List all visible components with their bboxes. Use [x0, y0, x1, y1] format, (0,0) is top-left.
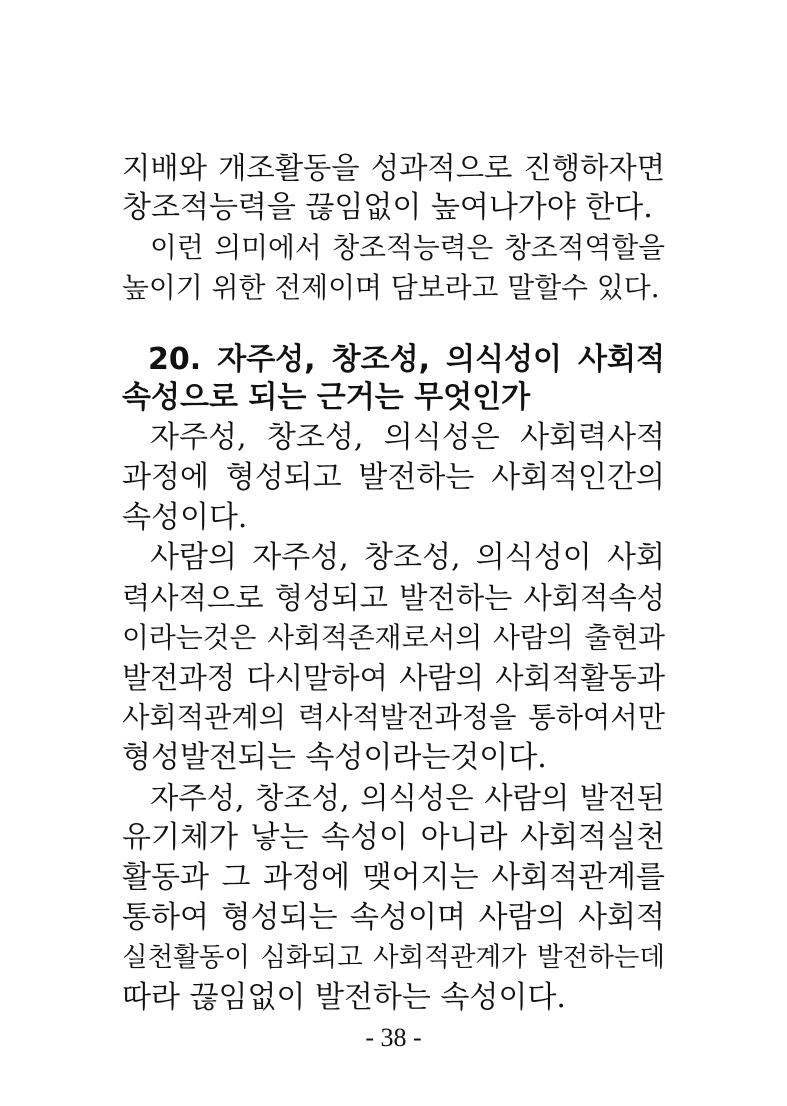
body-text-line: 과정에 형성되고 발전하는 사회적인간의 [122, 460, 665, 495]
body-text-line: 활동과 그 과정에 맺어지는 사회적관계를 [122, 860, 665, 895]
body-text-line: 형성발전되는 속성이라는것이다. [122, 740, 547, 775]
section-heading-line: 속성으로 되는 근거는 무엇인가 [122, 380, 531, 415]
body-text-line: 사회적관계의 력사적발전과정을 통하여서만 [122, 701, 665, 734]
section-heading-line: 20. 자주성, 창조성, 의식성이 사회적 [148, 342, 665, 377]
body-text-line: 이라는것은 사회적존재로서의 사람의 출현과 [122, 621, 665, 654]
body-text-line: 이런 의미에서 창조적능력은 창조적역할을 [150, 231, 665, 264]
body-text-line: 발전과정 다시말하여 사람의 사회적활동과 [122, 661, 665, 695]
body-text-line: 력사적으로 형성되고 발전하는 사회적속성 [122, 581, 665, 615]
body-text-line: 지배와 개조활동을 성과적으로 진행하자면 [122, 151, 665, 185]
body-text-line: 사람의 자주성, 창조성, 의식성이 사회 [150, 540, 665, 575]
body-text-line: 유기체가 낳는 속성이 아니라 사회적실천 [122, 820, 665, 855]
body-text-line: 실천활동이 심화되고 사회적관계가 발전하는데 [122, 942, 665, 973]
body-text-line: 자주성, 창조성, 의식성은 사람의 발전된 [150, 781, 665, 815]
body-text-line: 높이기 위한 전제이며 담보라고 말할수 있다. [122, 271, 660, 304]
body-text-line: 따라 끊임없이 발전하는 속성이다. [122, 980, 566, 1015]
body-text-line: 창조적능력을 끊임없이 높여나가야 한다. [122, 190, 653, 225]
body-text-line: 속성이다. [122, 500, 248, 535]
body-text-line: 통하여 형성되는 속성이며 사람의 사회적 [122, 900, 665, 935]
body-text-line: 자주성, 창조성, 의식성은 사회력사적 [150, 420, 665, 455]
page-number: - 38 - [365, 1023, 422, 1052]
